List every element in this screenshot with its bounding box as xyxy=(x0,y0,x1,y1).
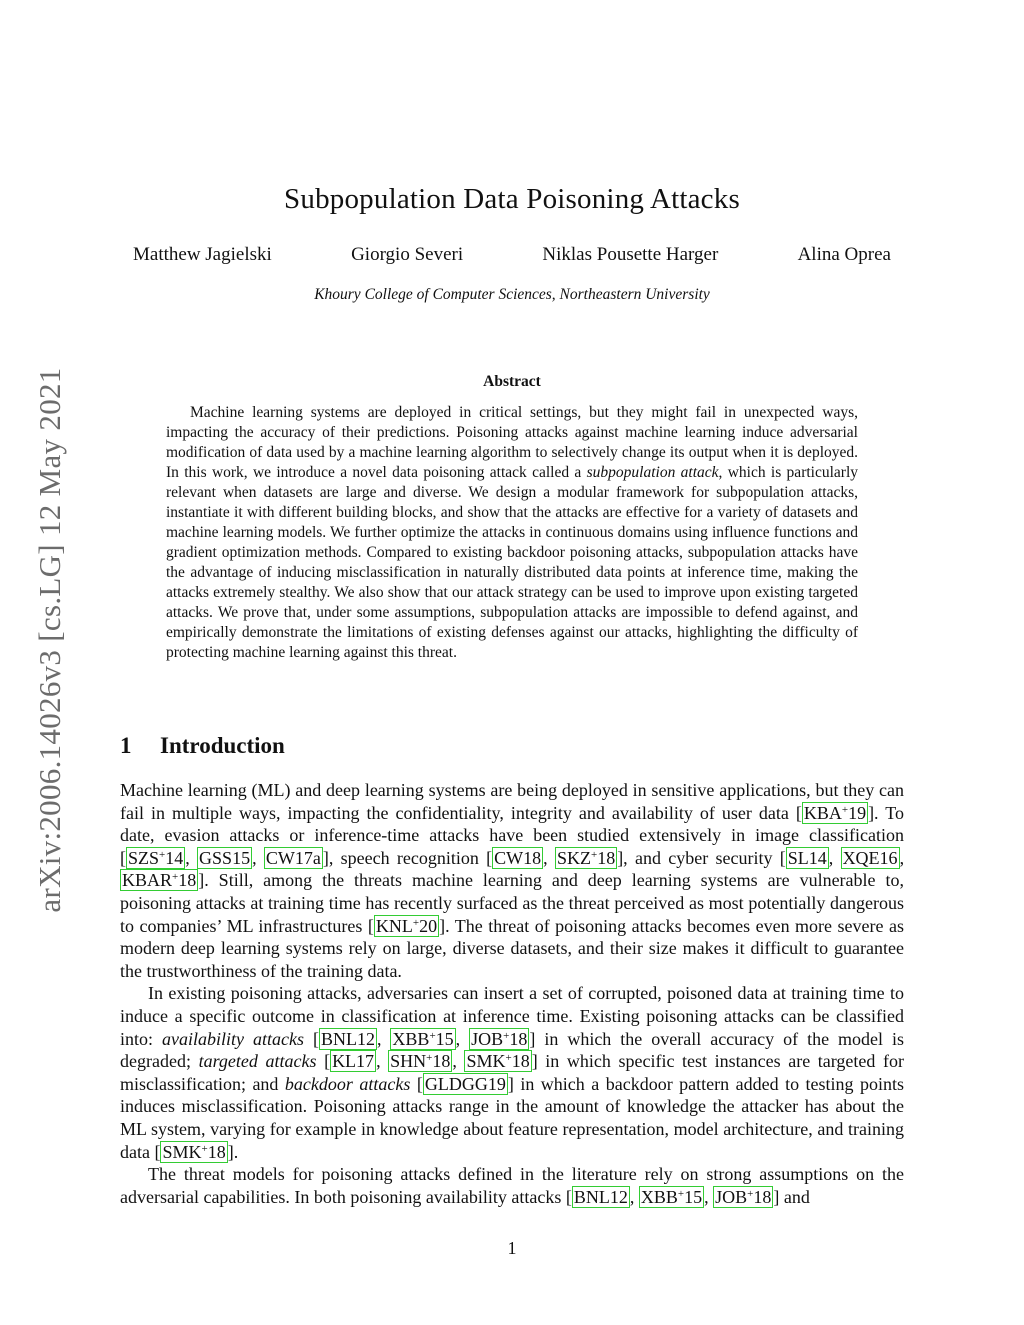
author-name: Alina Oprea xyxy=(797,244,891,265)
citation-link[interactable]: SKZ+18 xyxy=(556,847,616,868)
citation-link[interactable]: XQE16 xyxy=(842,847,898,868)
author-list xyxy=(133,244,891,266)
citation-link[interactable]: GLDGG19 xyxy=(424,1073,506,1094)
citation-link[interactable]: SMK+18 xyxy=(162,1141,226,1162)
citation-link[interactable]: BNL12 xyxy=(573,1186,628,1207)
citation-link[interactable]: KNL+20 xyxy=(375,915,438,936)
arxiv-identifier: arXiv:2006.14026v3 [cs.LG] 12 May 2021 xyxy=(32,367,67,913)
citation-link[interactable]: GSS15 xyxy=(199,847,251,868)
author-name: Giorgio Severi xyxy=(351,244,464,265)
citation-link[interactable]: XBB+15 xyxy=(392,1028,454,1049)
emphasis: availability attacks xyxy=(162,1028,304,1049)
citation-link[interactable]: CW18 xyxy=(494,847,542,868)
page-number: 1 xyxy=(507,1238,517,1258)
citation-link[interactable]: SHN+18 xyxy=(390,1051,451,1072)
author-affiliation: Khoury College of Computer Sciences, Northeastern University xyxy=(314,286,710,303)
emphasis: subpopulation attack xyxy=(586,464,719,481)
section-number: 1 xyxy=(120,733,132,758)
citation-link[interactable]: BNL12 xyxy=(320,1028,375,1049)
section-heading xyxy=(120,733,285,759)
citation-link[interactable]: KBAR+18 xyxy=(122,870,197,891)
citation-link[interactable]: SL14 xyxy=(787,847,827,868)
author-name: Niklas Pousette Harger xyxy=(542,244,719,265)
abstract-heading: Abstract xyxy=(483,373,541,390)
paper-title: Subpopulation Data Poisoning Attacks xyxy=(284,183,740,215)
emphasis: backdoor attacks xyxy=(284,1073,411,1094)
paragraph: The threat models for poisoning attacks defined in the literature rely on strong assumptions on the adversarial capabilities. In both poisoning availability attacks [ BNL12 , XBB+15 , JOB+18 ] and xyxy=(120,1164,904,1207)
citation-link[interactable]: SMK+18 xyxy=(466,1051,530,1072)
citation-link[interactable]: CW17a xyxy=(265,847,321,868)
section-title: Introduction xyxy=(160,733,285,758)
emphasis: targeted attacks xyxy=(198,1051,317,1072)
citation-link[interactable]: SZS+14 xyxy=(128,847,184,868)
citation-link[interactable]: KL17 xyxy=(332,1051,375,1072)
citation-link[interactable]: KBA+19 xyxy=(803,802,867,823)
citation-link[interactable]: XBB+15 xyxy=(640,1186,703,1207)
paragraph: In existing poisoning attacks, adversaries can insert a set of corrupted, poisoned data at training time to induce a specific outcome in classification at inference time. Existing poisoning attacks can be classified into: availability attacks [ BNL12 , XBB+15 , JOB+18 ] in which the overall accuracy of the model is degraded; targeted attacks [ KL17 , SHN+18 , SMK+18 ] in which specific test instances are targeted for misclassification; and backdoor attacks [ GLDGG19 ] in which a backdoor pattern added to testing points induces misclassification. Poisoning attacks range in the amount of knowledge the attacker has about the ML system, varying for example in knowledge about feature representation, model architecture, and training data [ SMK+18 ]. xyxy=(120,983,905,1162)
citation-link[interactable]: JOB+18 xyxy=(471,1028,528,1049)
paragraph: Machine learning (ML) and deep learning systems are being deployed in sensitive applications, but they can fail in multiple ways, impacting the confidentiality, integrity and availability of user data [ KBA+19 ]. To date, evasion attacks or inference-time attacks have been studied extensively in image classification [ SZS+14 , GSS15 , CW17a ], speech recognition [ CW18 , SKZ+18 ], and cyber security [ SL14 , XQE16 , KBAR+18 ]. Still, among the threats machine learning and deep learning systems are vulnerable to, poisoning attacks at training time has recently surfaced as the threat perceived as most potentially dangerous to companies’ ML infrastructures [ KNL+20 ]. The threat of poisoning attacks becomes even more severe as modern deep learning systems rely on large, diverse datasets, and their size makes it difficult to guarantee the trustworthiness of the training data. xyxy=(120,780,905,981)
body-text xyxy=(120,779,904,1208)
citation-link[interactable]: JOB+18 xyxy=(715,1186,772,1207)
abstract-text: Machine learning systems are deployed in critical settings, but they might fail in unexpected ways, impacting the accuracy of their predictions. Poisoning attacks against machine learning induce adversarial modification of data used by a machine learning algorithm to selectively change its output when it is deployed. In this work, we introduce a novel data poisoning attack called a subpopulation attack, which is particularly relevant when datasets are large and diverse. We design a modular framework for subpopulation attacks, instantiate it with different building blocks, and show that the attacks are effective for a variety of datasets and machine learning models. We further optimize the attacks in continuous domains using influence functions and gradient optimization methods. Compared to existing backdoor poisoning attacks, subpopulation attacks have the advantage of inducing misclassification in naturally distributed data points at inference time, making the attacks extremely stealthy. We also show that our attack strategy can be used to improve upon existing targeted attacks. We prove that, under some assumptions, subpopulation attacks are impossible to defend against, and empirically demonstrate the limitations of existing defenses against our attacks, highlighting the difficulty of protecting machine learning against this threat. xyxy=(166,404,858,661)
author-name: Matthew Jagielski xyxy=(133,244,272,265)
